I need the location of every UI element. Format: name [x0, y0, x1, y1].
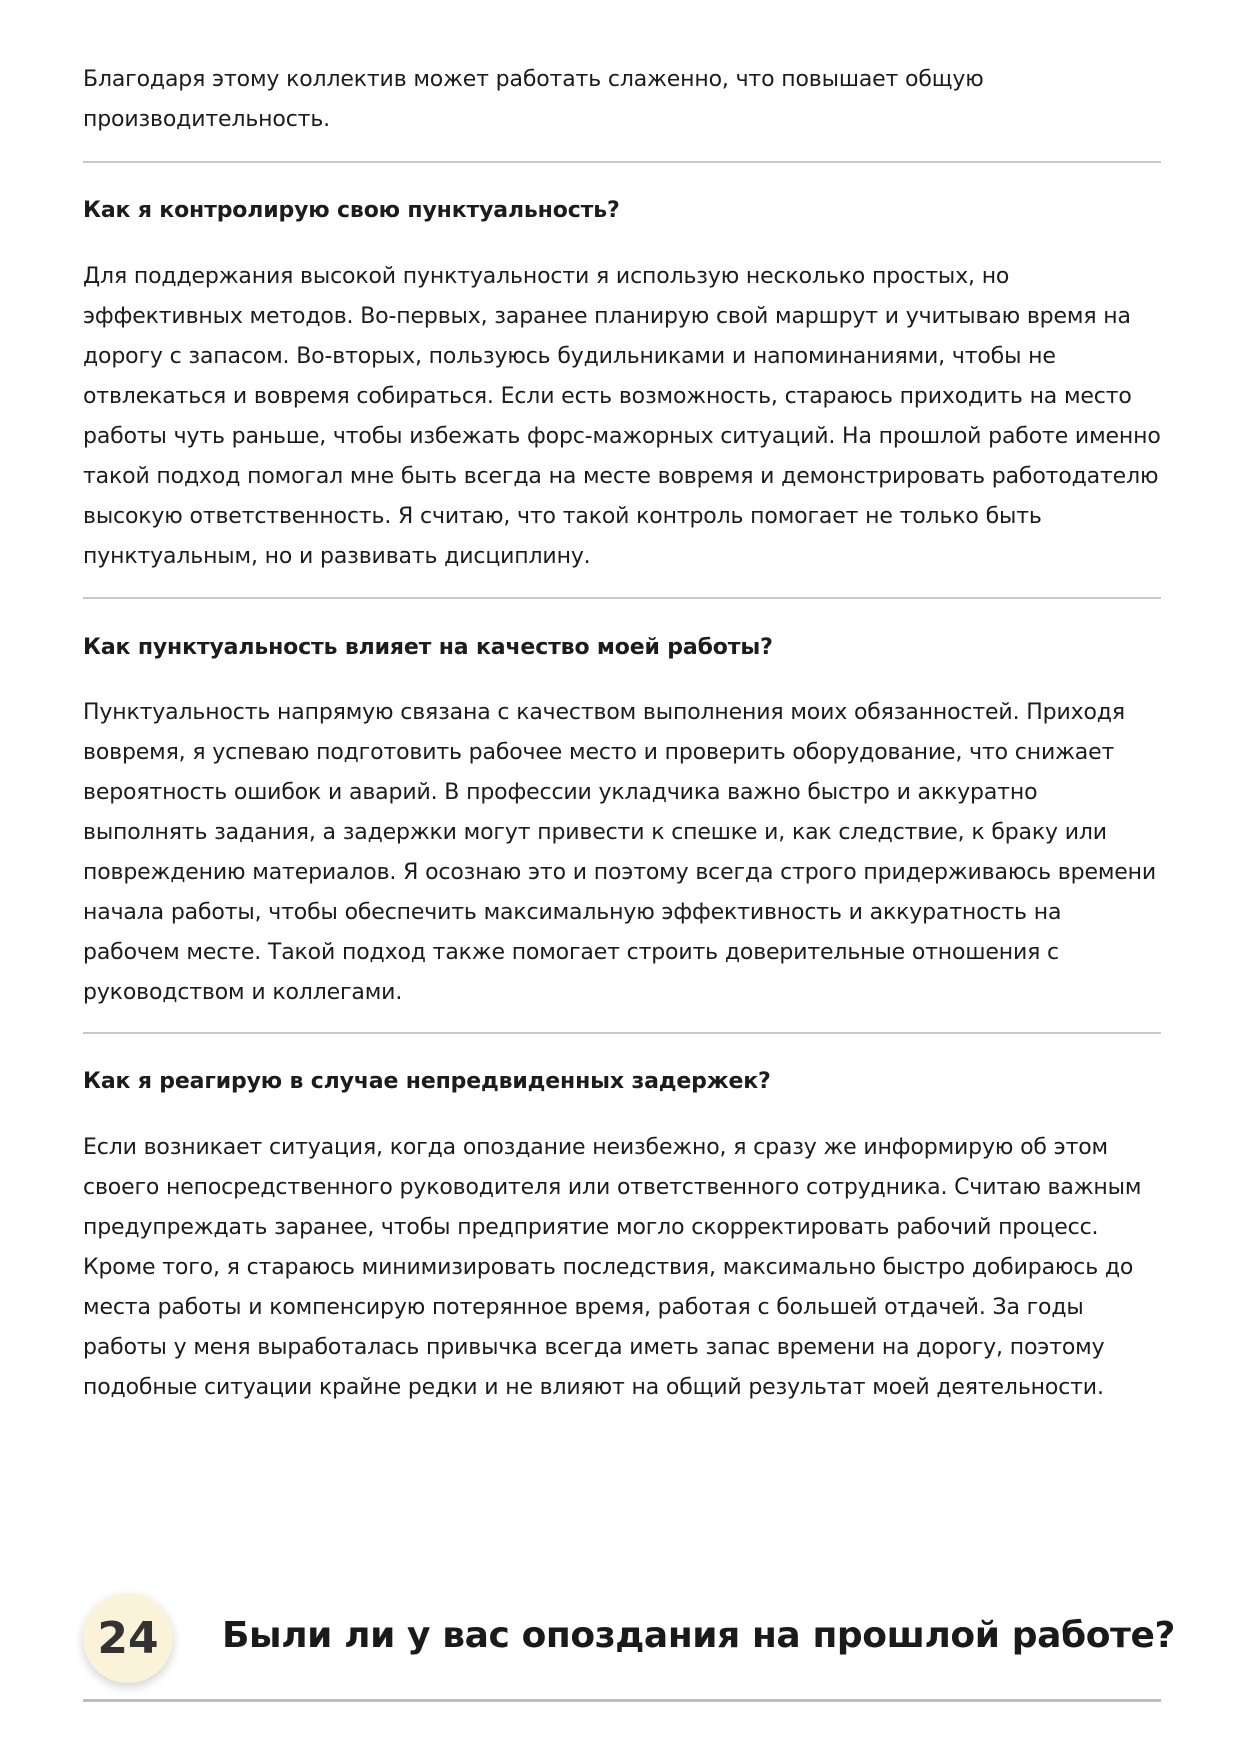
question-header [83, 1593, 1176, 1683]
question-title: Были ли у вас опоздания на прошлой работе? [222, 1615, 1176, 1656]
section-answer: Если возникает ситуация, когда опоздание неизбежно, я сразу же информирую об этом своего непосредственного руководителя или ответственного сотрудника. Считаю важным предупреждать заранее, чтобы предприятие могло скорректировать рабочий процесс. Кроме того, я стараюсь минимизировать последствия, максимально быстро добираюсь до места работы и компенсирую потерянное время, работая с большей отдачей. За годы работы у меня выработалась привычка всегда иметь запас времени на дорогу, поэтому подобные ситуации крайне редки и не влияют на общий результат моей деятельности. [83, 1135, 1142, 1400]
question-underline [83, 1699, 1161, 1702]
section-divider [83, 597, 1161, 599]
section-heading: Как я реагирую в случае непредвиденных задержек? [83, 1069, 771, 1094]
section-answer: Пунктуальность напрямую связана с качеством выполнения моих обязанностей. Приходя вовремя, я успеваю подготовить рабочее место и проверить оборудование, что снижает вероятность ошибок и аварий. В профессии укладчика важно быстро и аккуратно выполнять задания, а задержки могут привести к спешке и, как следствие, к браку или повреждению материалов. Я осознаю это и поэтому всегда строго придерживаюсь времени начала работы, чтобы обеспечить максимальную эффективность и аккуратность на рабочем месте. Такой подход также помогает строить доверительные отношения с руководством и коллегами. [83, 700, 1157, 1005]
section-heading: Как я контролирую свою пунктуальность? [83, 198, 620, 223]
intro-paragraph: Благодаря этому коллектив может работать слаженно, что повышает общую производительность. [83, 67, 984, 132]
section-divider [83, 1032, 1161, 1034]
question-number-badge: 24 [83, 1593, 173, 1683]
section-divider [83, 161, 1161, 163]
section-heading: Как пунктуальность влияет на качество моей работы? [83, 635, 773, 660]
section-answer: Для поддержания высокой пунктуальности я использую несколько простых, но эффективных методов. Во-первых, заранее планирую свой маршрут и учитываю время на дорогу с запасом. Во-вторых, пользуюсь будильниками и напоминаниями, чтобы не отвлекаться и вовремя собираться. Если есть возможность, стараюсь приходить на место работы чуть раньше, чтобы избежать форс-мажорных ситуаций. На прошлой работе именно такой подход помогал мне быть всегда на месте вовремя и демонстрировать работодателю высокую ответственность. Я считаю, что такой контроль помогает не только быть пунктуальным, но и развивать дисциплину. [83, 264, 1161, 569]
